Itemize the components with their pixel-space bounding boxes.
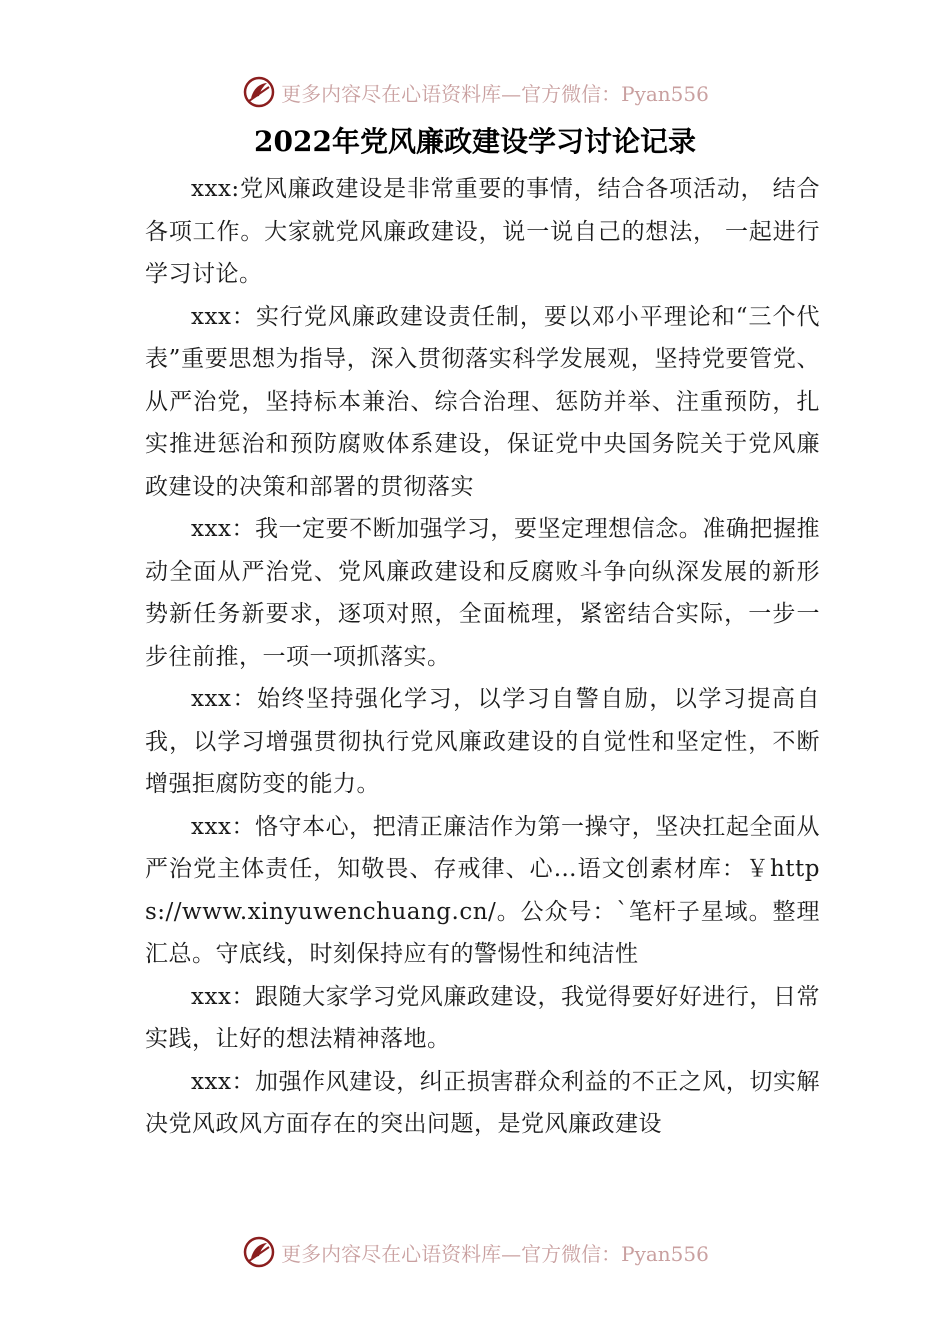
paragraph: xxx：加强作风建设，纠正损害群众利益的不正之风，切实解决党风政风方面存在的突出问题，是党风廉政建设 [145, 1068, 820, 1137]
watermark-text: 更多内容尽在心语资料库—官方微信：Pyan556 [281, 81, 709, 106]
logo-icon [241, 74, 277, 110]
paragraph: xxx：我一定要不断加强学习，要坚定理想信念。准确把握推动全面从严治党、党风廉政建设和反腐败斗争向纵深发展的新形势新任务新要求，逐项对照，全面梳理，紧密结合实际，一步一步往前推，一项一项抓落实。 [145, 516, 820, 670]
watermark-banner-top [0, 72, 950, 112]
paragraph: xxx：实行党风廉政建设责任制，要以邓小平理论和“三个代表”重要思想为指导，深入贯彻落实科学发展观，坚持党要管党、从严治党，坚持标本兼治、综合治理、惩防并举、注重预防，扎实推进惩治和预防腐败体系建设，保证党中央国务院关于党风廉政建设的决策和部署的贯彻落实 [145, 303, 820, 500]
paragraph: xxx：跟随大家学习党风廉政建设，我觉得要好好进行，日常实践，让好的想法精神落地。 [145, 983, 820, 1052]
watermark-text: 更多内容尽在心语资料库—官方微信：Pyan556 [281, 1241, 709, 1266]
logo-icon [241, 1234, 277, 1270]
watermark-banner-bottom [0, 1232, 950, 1272]
paragraph: xxx:党风廉政建设是非常重要的事情，结合各项活动， 结合各项工作。大家就党风廉政建设，说一说自己的想法， 一起进行学习讨论。 [145, 176, 820, 287]
paragraph: xxx：始终坚持强化学习，以学习自警自励，以学习提高自我，以学习增强贯彻执行党风廉政建设的自觉性和坚定性，不断增强拒腐防变的能力。 [145, 686, 820, 797]
paragraph: xxx：恪守本心，把清正廉洁作为第一操守，坚决扛起全面从严治党主体责任，知敬畏、存戒律、心…语文创素材库：￥https://www.xinyuwenchuang.cn/。公众号：`笔杆子星域。整理汇总。守底线，时刻保持应有的警惕性和纯洁性 [145, 813, 820, 967]
page-title: 2022年党风廉政建设学习讨论记录 [254, 125, 696, 158]
document-body [145, 168, 820, 1146]
